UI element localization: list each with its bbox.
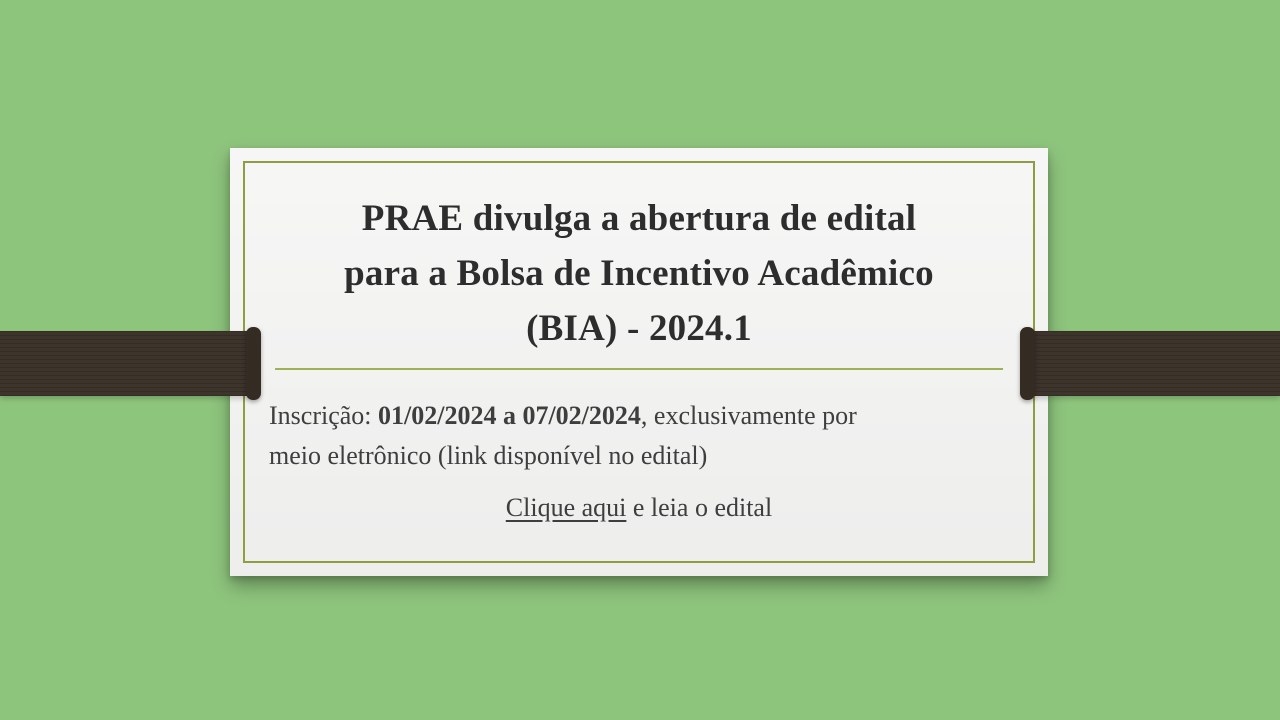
- slide-title: [269, 191, 1009, 356]
- registration-line1-rest: , exclusivamente por: [640, 401, 857, 430]
- ribbon-left-cap: [246, 327, 261, 400]
- title-divider: [275, 368, 1003, 370]
- ribbon-left: [0, 331, 248, 396]
- title-line-1: PRAE divulga a abertura de edital: [361, 198, 917, 239]
- ribbon-right-cap: [1020, 327, 1035, 400]
- clique-aqui-link[interactable]: Clique aqui: [505, 493, 627, 522]
- content-card: [230, 148, 1048, 576]
- registration-info: [269, 396, 1009, 476]
- registration-dates: 01/02/2024 a 07/02/2024: [378, 401, 641, 430]
- edital-link-line: [269, 488, 1009, 528]
- title-line-2: para a Bolsa de Incentivo Acadêmico: [344, 253, 934, 294]
- ribbon-right: [1033, 331, 1280, 396]
- registration-line2: meio eletrônico (link disponível no edital): [269, 441, 708, 470]
- card-border-frame: [243, 161, 1035, 563]
- title-line-3: (BIA) - 2024.1: [526, 308, 752, 349]
- registration-prefix: Inscrição:: [269, 401, 379, 430]
- edital-link-suffix: e leia o edital: [626, 493, 773, 522]
